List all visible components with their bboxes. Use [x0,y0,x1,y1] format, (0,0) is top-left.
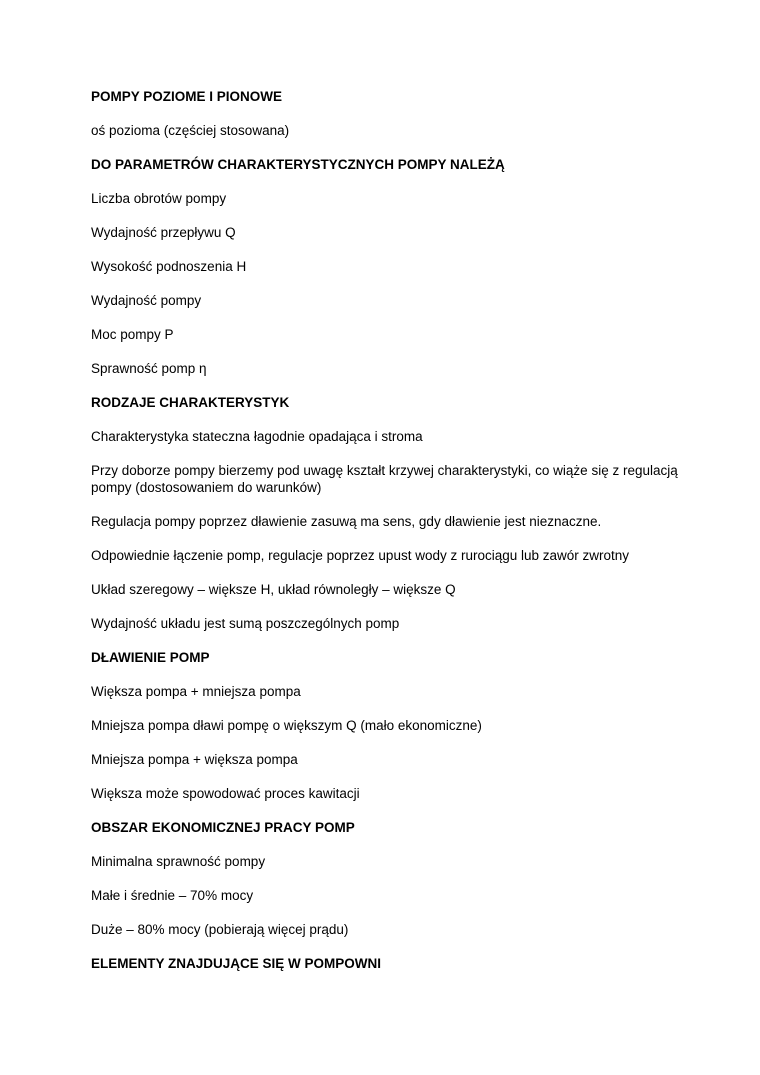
section-heading: DO PARAMETRÓW CHARAKTERYSTYCZNYCH POMPY NALEŻĄ [91,157,505,172]
section-heading: ELEMENTY ZNAJDUJĄCE SIĘ W POMPOWNI [91,956,382,971]
section-heading: OBSZAR EKONOMICZNEJ PRACY POMP [91,820,355,835]
paragraph: Sprawność pomp η [91,361,207,376]
paragraph: Mniejsza pompa dławi pompę o większym Q (mało ekonomiczne) [91,718,482,733]
section-heading: POMPY POZIOME I PIONOWE [91,89,283,104]
paragraph: Wydajność przepływu Q [91,225,236,240]
document-body [91,88,681,989]
paragraph: Duże – 80% mocy (pobierają więcej prądu) [91,922,349,937]
paragraph: Wydajność pompy [91,293,202,308]
paragraph: Minimalna sprawność pompy [91,854,266,869]
paragraph: Moc pompy P [91,327,174,342]
section-heading: RODZAJE CHARAKTERYSTYK [91,395,290,410]
paragraph: Mniejsza pompa + większa pompa [91,752,298,767]
paragraph: Wydajność układu jest sumą poszczególnych pomp [91,616,400,631]
paragraph: Większa może spowodować proces kawitacji [91,786,360,801]
paragraph: Odpowiednie łączenie pomp, regulacje poprzez upust wody z rurociągu lub zawór zwrotny [91,548,630,563]
paragraph: Układ szeregowy – większe H, układ równoległy – większe Q [91,582,456,597]
paragraph: Małe i średnie – 70% mocy [91,888,254,903]
section-heading: DŁAWIENIE POMP [91,650,210,665]
paragraph: Liczba obrotów pompy [91,191,227,206]
paragraph: Wysokość podnoszenia H [91,259,247,274]
paragraph: Przy doborze pompy bierzemy pod uwagę kształt krzywej charakterystyki, co wiąże się z regulacją pompy (dostosowaniem do warunków) [91,463,678,495]
paragraph: Większa pompa + mniejsza pompa [91,684,301,699]
paragraph: Regulacja pompy poprzez dławienie zasuwą ma sens, gdy dławienie jest nieznaczne. [91,514,602,529]
paragraph: oś pozioma (częściej stosowana) [91,123,290,138]
paragraph: Charakterystyka stateczna łagodnie opadająca i stroma [91,429,423,444]
